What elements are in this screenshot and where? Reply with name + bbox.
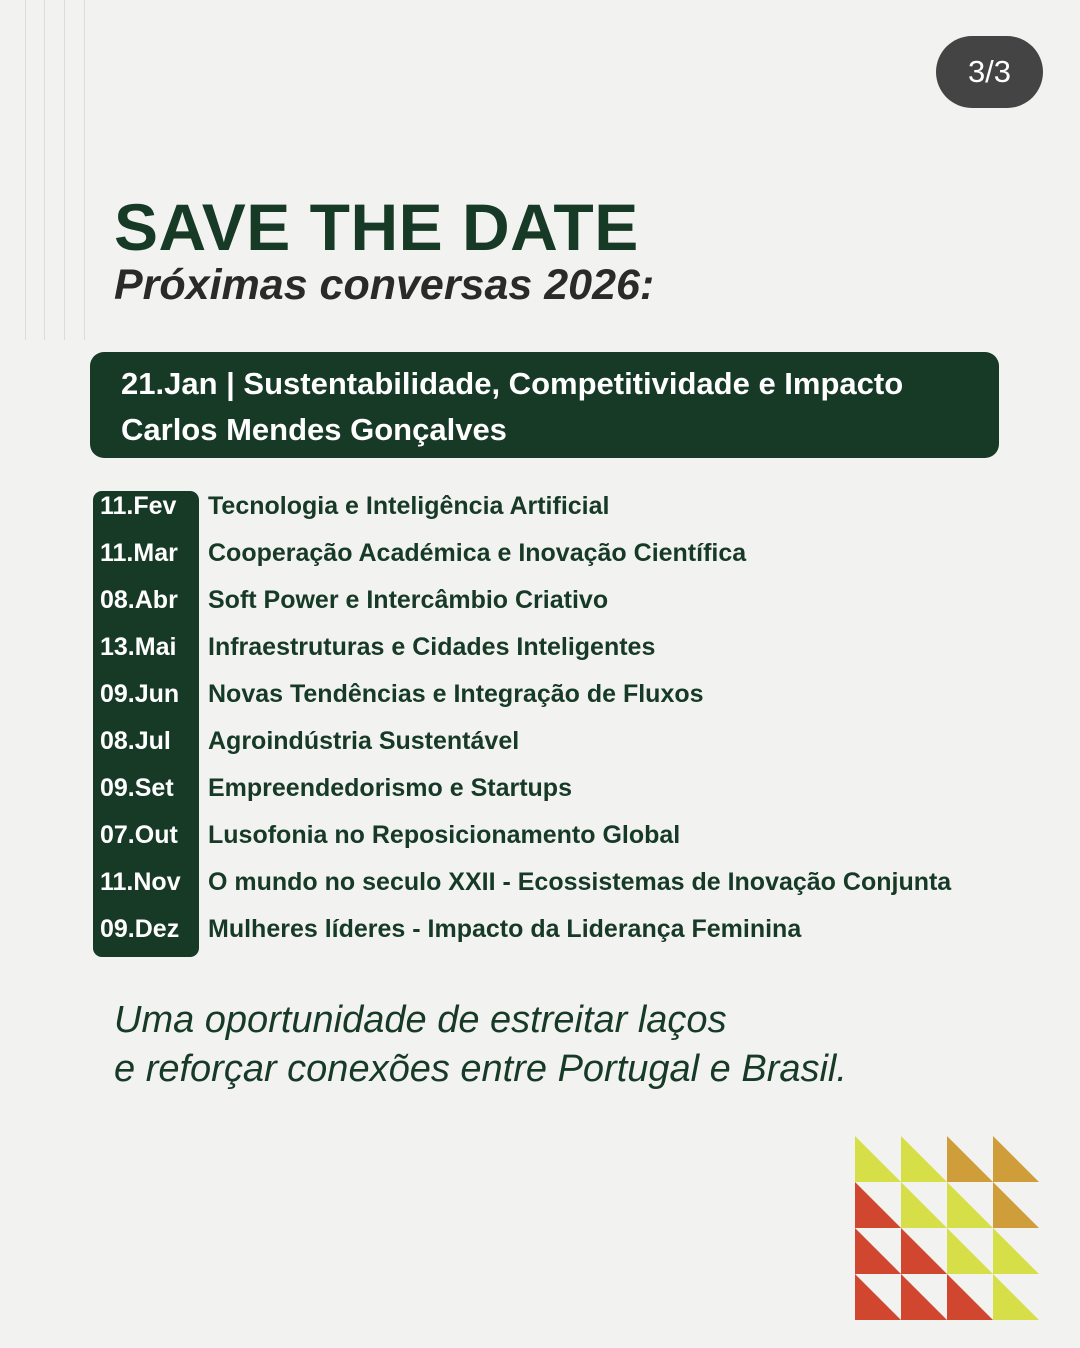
event-row (0, 909, 1080, 956)
featured-event-title: 21.Jan | Sustentabilidade, Competitividade e Impacto (121, 366, 904, 401)
subheadline: Próximas conversas 2026: (114, 261, 655, 309)
event-date: 11.Mar (100, 539, 178, 567)
event-row (0, 815, 1080, 862)
event-row (0, 674, 1080, 721)
event-title: O mundo no seculo XXII - Ecossistemas de Inovação Conjunta (208, 868, 952, 896)
pattern-triangle (993, 1136, 1039, 1182)
event-date: 13.Mai (100, 633, 177, 661)
event-date: 09.Set (100, 774, 174, 802)
event-title: Lusofonia no Reposicionamento Global (208, 821, 681, 849)
pattern-triangle (855, 1228, 901, 1274)
event-title: Cooperação Académica e Inovação Científica (208, 539, 747, 567)
event-row (0, 486, 1080, 533)
tagline-line-1: Uma oportunidade de estreitar laços (114, 999, 727, 1041)
pattern-triangle (855, 1274, 901, 1320)
pattern-triangle (855, 1136, 901, 1182)
event-title: Empreendedorismo e Startups (208, 774, 572, 802)
event-date: 08.Jul (100, 727, 171, 755)
headline: SAVE THE DATE (114, 190, 639, 264)
event-title: Soft Power e Intercâmbio Criativo (208, 586, 609, 614)
pattern-triangle (901, 1136, 947, 1182)
event-date: 11.Nov (100, 868, 181, 896)
pattern-triangle (947, 1228, 993, 1274)
event-title: Agroindústria Sustentável (208, 727, 520, 755)
pattern-triangle (993, 1274, 1039, 1320)
event-row (0, 721, 1080, 768)
tagline-line-2: e reforçar conexões entre Portugal e Brasil. (114, 1048, 847, 1090)
pattern-triangle (901, 1228, 947, 1274)
event-row (0, 862, 1080, 909)
event-row (0, 627, 1080, 674)
event-title: Infraestruturas e Cidades Inteligentes (208, 633, 656, 661)
event-date: 09.Dez (100, 915, 180, 943)
event-title: Novas Tendências e Integração de Fluxos (208, 680, 704, 708)
event-date: 07.Out (100, 821, 178, 849)
triangle-pattern-logo (855, 1136, 1041, 1322)
pattern-triangle (855, 1182, 901, 1228)
event-row (0, 580, 1080, 627)
tagline (114, 996, 847, 1094)
event-schedule (0, 486, 1080, 956)
event-title: Mulheres líderes - Impacto da Liderança Feminina (208, 915, 802, 943)
pattern-triangle (993, 1182, 1039, 1228)
pattern-triangle (993, 1228, 1039, 1274)
event-date: 11.Fev (100, 492, 177, 520)
event-date: 09.Jun (100, 680, 180, 708)
event-row (0, 533, 1080, 580)
event-date: 08.Abr (100, 586, 178, 614)
page-counter: 3/3 (936, 36, 1043, 108)
pattern-triangle (947, 1274, 993, 1320)
pattern-triangle (901, 1182, 947, 1228)
pattern-triangle (901, 1274, 947, 1320)
featured-event (90, 352, 999, 458)
event-title: Tecnologia e Inteligência Artificial (208, 492, 610, 520)
featured-event-speaker: Carlos Mendes Gonçalves (121, 412, 507, 447)
event-row (0, 768, 1080, 815)
pattern-triangle (947, 1182, 993, 1228)
pattern-triangle (947, 1136, 993, 1182)
